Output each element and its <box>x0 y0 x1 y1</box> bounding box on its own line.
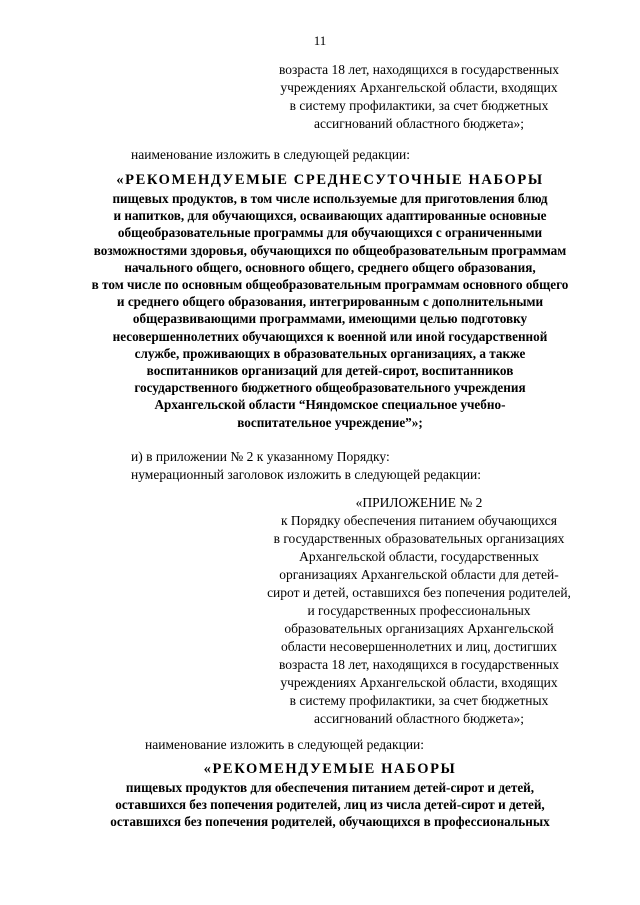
heading-line: воспитанников организаций для детей-сирот, воспитанников <box>146 363 514 379</box>
paragraph-naming-1: наименование изложить в следующей редакции: <box>131 147 411 162</box>
heading-recommended-sets <box>60 760 600 831</box>
appendix-address-block <box>240 494 598 728</box>
text-line: учреждениях Архангельской области, входящих <box>280 80 558 95</box>
text-line: учреждениях Архангельской области, входящих <box>280 675 558 690</box>
heading-line: возможностями здоровья, обучающихся по общеобразовательным программам <box>93 242 567 258</box>
heading-line: начального общего, основного общего, среднего общего образования, <box>124 259 536 275</box>
heading-line: несовершеннолетних обучающихся к военной или иной государственной <box>112 328 548 344</box>
top-address-block <box>240 61 598 133</box>
heading-title: «РЕКОМЕНДУЕМЫЕ НАБОРЫ <box>203 761 457 777</box>
text-line: Архангельской области, государственных <box>299 549 539 564</box>
heading-line: воспитательное учреждение”»; <box>237 414 423 430</box>
heading-line: в том числе по основным общеобразовательным программам основного общего <box>91 277 569 293</box>
heading-title: «РЕКОМЕНДУЕМЫЕ СРЕДНЕСУТОЧНЫЕ НАБОРЫ <box>116 172 544 188</box>
heading-line: службе, проживающих в образовательных организациях, а также <box>134 345 526 361</box>
text-line: образовательных организациях Архангельской <box>284 621 554 636</box>
text-line: сирот и детей, оставшихся без попечения родителей, <box>267 585 571 600</box>
text-line: организациях Архангельской области для детей- <box>279 567 559 582</box>
text-line: возраста 18 лет, находящихся в государственных <box>278 62 560 77</box>
text-line: ассигнований областного бюджета»; <box>314 116 524 131</box>
heading-line: пищевых продуктов для обеспечения питанием детей-сирот и детей, <box>125 780 535 795</box>
text-line: и государственных профессиональных <box>307 603 531 618</box>
text-line: в государственных образовательных организациях <box>273 531 565 546</box>
text-line: ассигнований областного бюджета»; <box>314 711 524 726</box>
heading-recommended-daily-sets <box>60 171 600 431</box>
paragraph-naming-2: наименование изложить в следующей редакции: <box>145 737 425 752</box>
text-line: «ПРИЛОЖЕНИЕ № 2 <box>355 495 483 510</box>
text-line: области несовершеннолетних и лиц, достигших <box>281 639 557 654</box>
heading-line: и среднего общего образования, интегрированным с дополнительными <box>116 294 544 310</box>
text-line: к Порядку обеспечения питанием обучающихся <box>281 513 557 528</box>
text-line: в систему профилактики, за счет бюджетных <box>289 98 549 113</box>
heading-line: оставшихся без попечения родителей, обучающихся в профессиональных <box>110 814 550 830</box>
heading-line: общеразвивающими программами, имеющими целью подготовку <box>132 311 528 327</box>
heading-line: пищевых продуктов, в том числе используемые для приготовления блюд <box>112 191 548 206</box>
paragraph-numbering-heading: нумерационный заголовок изложить в следующей редакции: <box>131 467 482 482</box>
heading-line: общеобразовательные программы для обучающихся с ограниченными <box>117 225 543 241</box>
heading-line: оставшихся без попечения родителей, лиц из числа детей-сирот и детей, <box>115 797 545 813</box>
text-line: в систему профилактики, за счет бюджетных <box>289 693 549 708</box>
heading-line: и напитков, для обучающихся, осваивающих адаптированные основные <box>113 208 547 224</box>
page-number: 11 <box>313 33 327 48</box>
heading-line: Архангельской области “Няндомское специальное учебно- <box>154 397 506 413</box>
paragraph-appendix-2: и) в приложении № 2 к указанному Порядку: <box>131 449 390 464</box>
text-line: возраста 18 лет, находящихся в государственных <box>278 657 560 672</box>
heading-line: государственного бюджетного общеобразовательного учреждения <box>134 380 526 396</box>
